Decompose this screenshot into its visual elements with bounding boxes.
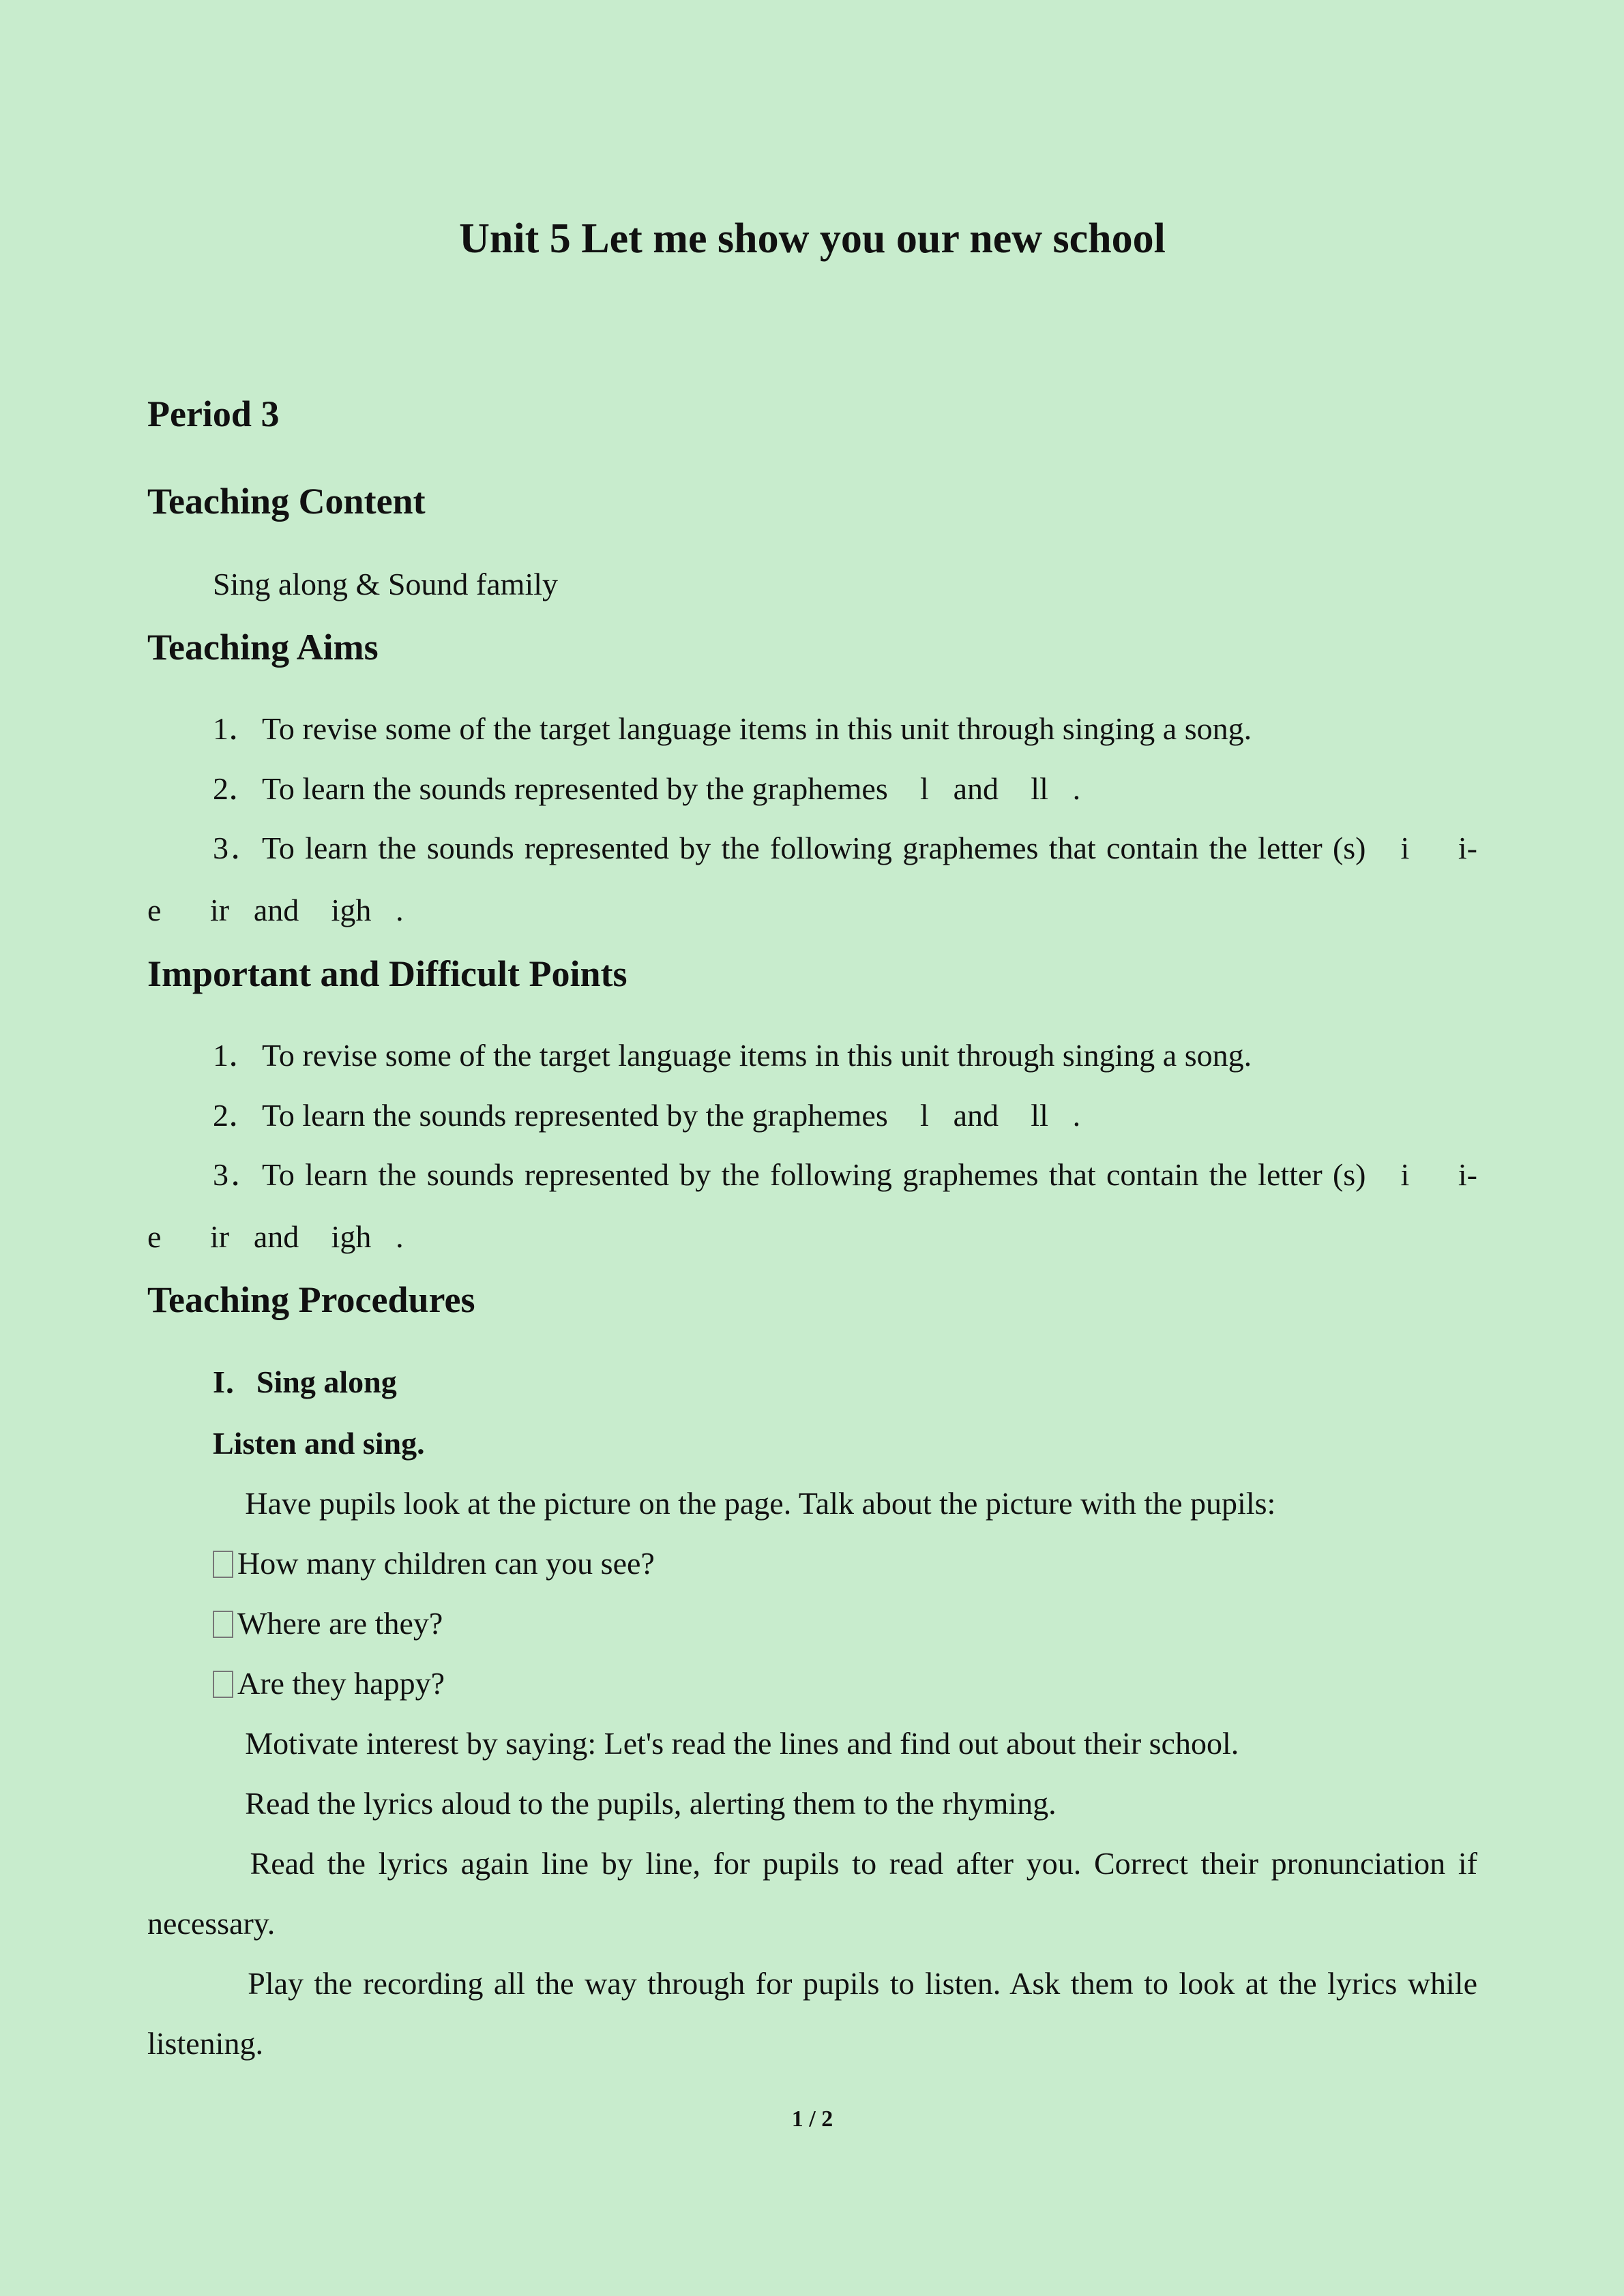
aims-item-2 [213,767,1080,811]
aims-item-1 [213,707,1252,751]
procedure-step-5:   Play the recording all the way through for pupils to listen. Ask them to look at the lyrics while [213,1966,1477,2001]
checkbox-placeholder-icon [213,1671,233,1698]
points-item-1-text: To revise some of the target language items in this unit through singing a song. [262,1038,1252,1073]
procedure-step-1:   Have pupils look at the picture on the page. Talk about the picture with the pupils: [213,1486,1276,1521]
points-item-2-text: To learn the sounds represented by the graphemes  l and  ll . [262,1098,1081,1133]
aims-item-3-continuation: e  ir and  igh . [147,893,404,927]
checkbox-placeholder-icon [213,1551,233,1578]
important-points-heading: Important and Difficult Points [147,953,628,994]
teaching-content-heading: Teaching Content [147,481,426,522]
points-item-3 [213,1153,1477,1197]
question-3-text: Are they happy? [237,1666,445,1701]
period-heading: Period 3 [147,393,280,434]
aims-item-2-text: To learn the sounds represented by the graphemes  l and  ll . [262,771,1081,806]
points-item-1 [213,1034,1252,1077]
question-2-text: Where are they? [237,1606,443,1641]
checkbox-placeholder-icon [213,1611,233,1638]
points-item-2 [213,1094,1080,1137]
document-title: Unit 5 Let me show you our new school [459,215,1166,262]
question-3 [213,1662,445,1705]
question-1-text: How many children can you see? [237,1546,655,1581]
section-sing-along: I．Sing along [213,1365,397,1399]
aims-item-2-num: 2． [213,771,260,806]
aims-item-1-text: To revise some of the target language items in this unit through singing a song. [262,711,1252,746]
aims-item-3-text: To learn the sounds represented by the following graphemes that contain the letter (s)  i  i- [262,831,1477,865]
points-item-3-num: 3． [213,1157,262,1192]
question-1 [213,1542,655,1585]
question-2 [213,1602,443,1645]
aims-item-1-num: 1． [213,711,260,746]
procedure-step-4:   Read the lyrics again line by line, for pupils to read after you. Correct their pronunciation if [213,1846,1477,1881]
aims-item-3 [213,826,1477,870]
listen-and-sing-heading: Listen and sing. [213,1426,425,1461]
points-item-3-continuation: e  ir and  igh . [147,1219,404,1254]
document-page [147,0,1477,2296]
teaching-procedures-heading: Teaching Procedures [147,1279,475,1320]
procedure-step-4-continuation: necessary. [147,1906,276,1941]
procedure-step-2:   Motivate interest by saying: Let's read the lines and find out about their school. [213,1726,1239,1761]
procedure-step-3:   Read the lyrics aloud to the pupils, alerting them to the rhyming. [213,1786,1057,1821]
aims-item-3-num: 3． [213,831,262,865]
procedure-step-5-continuation: listening. [147,2026,263,2061]
teaching-content-text: Sing along & Sound family [213,567,558,601]
points-item-2-num: 2． [213,1098,260,1133]
teaching-aims-heading: Teaching Aims [147,627,379,668]
points-item-3-text: To learn the sounds represented by the following graphemes that contain the letter (s)  i  i- [262,1157,1477,1192]
points-item-1-num: 1． [213,1038,260,1073]
page-number: 1 / 2 [791,2106,833,2132]
